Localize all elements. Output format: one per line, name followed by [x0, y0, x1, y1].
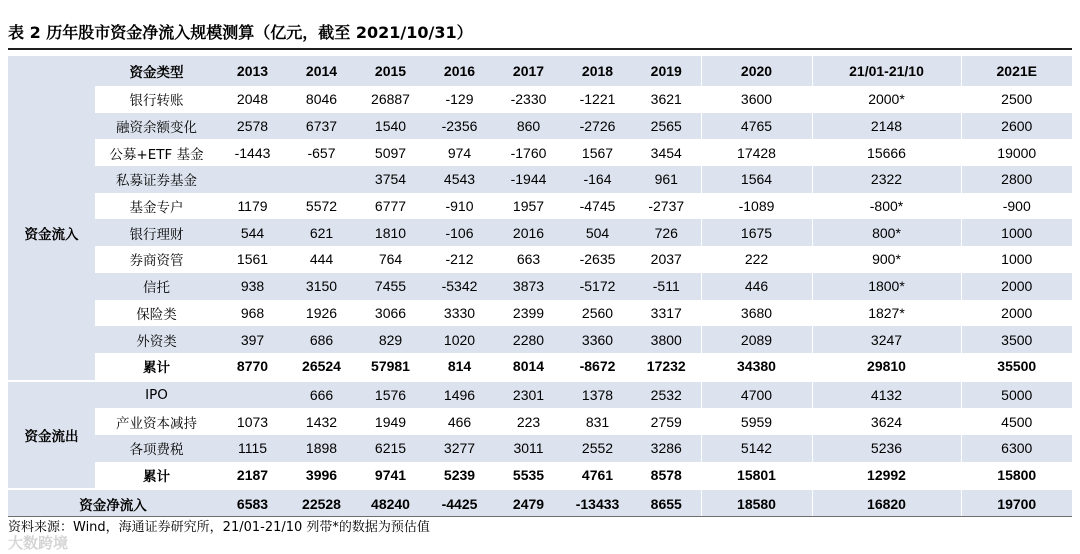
- value-cell: 2800: [961, 166, 1072, 193]
- value-cell: 1496: [425, 381, 494, 409]
- value-cell: 3621: [632, 86, 701, 113]
- group-label: 资金流出: [8, 381, 95, 490]
- value-cell: [287, 166, 356, 193]
- value-cell: -900: [961, 193, 1072, 220]
- row-label: IPO: [95, 381, 218, 409]
- watermark: 大数跨境: [8, 534, 69, 552]
- row-label: 各项费税: [95, 435, 218, 462]
- value-cell: 621: [287, 219, 356, 246]
- title-rule: [8, 48, 1072, 50]
- value-cell: 1827*: [812, 300, 961, 327]
- value-cell: 900*: [812, 246, 961, 273]
- table-row: [8, 219, 1072, 246]
- value-cell: 2280: [494, 326, 563, 353]
- value-cell: 444: [287, 246, 356, 273]
- value-cell: 4761: [563, 462, 632, 490]
- table-row: [8, 113, 1072, 140]
- value-cell: 860: [494, 113, 563, 140]
- value-cell: 397: [218, 326, 287, 353]
- value-cell: -164: [563, 166, 632, 193]
- table-row: [8, 381, 1072, 409]
- value-cell: 1000: [961, 219, 1072, 246]
- table-row: [8, 86, 1072, 113]
- value-cell: 666: [287, 381, 356, 409]
- value-cell: 2600: [961, 113, 1072, 140]
- value-cell: 968: [218, 300, 287, 327]
- value-cell: 3873: [494, 273, 563, 300]
- value-cell: 1567: [563, 139, 632, 166]
- value-cell: 2000: [961, 300, 1072, 327]
- value-cell: -2726: [563, 113, 632, 140]
- header-type-label: 资金类型: [95, 56, 218, 86]
- value-cell: 1179: [218, 193, 287, 220]
- value-cell: 2000: [961, 273, 1072, 300]
- value-cell: 3360: [563, 326, 632, 353]
- row-label: 保险类: [95, 300, 218, 327]
- value-cell: 5000: [961, 381, 1072, 409]
- value-cell: 1115: [218, 435, 287, 462]
- row-label: 累计: [95, 353, 218, 381]
- value-cell: 2565: [632, 113, 701, 140]
- value-cell: 1810: [356, 219, 425, 246]
- value-cell: 3680: [701, 300, 812, 327]
- value-cell: 1564: [701, 166, 812, 193]
- net-inflow-label: 资金净流入: [8, 489, 218, 517]
- net-value-cell: -13433: [563, 489, 632, 517]
- header-year: 2015: [356, 56, 425, 86]
- value-cell: -129: [425, 86, 494, 113]
- value-cell: 57981: [356, 353, 425, 381]
- table-row: [8, 246, 1072, 273]
- header-year: 21/01-21/10: [812, 56, 961, 86]
- value-cell: 814: [425, 353, 494, 381]
- value-cell: 764: [356, 246, 425, 273]
- row-label: 外资类: [95, 326, 218, 353]
- value-cell: 2322: [812, 166, 961, 193]
- value-cell: 6300: [961, 435, 1072, 462]
- value-cell: 2552: [563, 435, 632, 462]
- table-row: [8, 193, 1072, 220]
- value-cell: 686: [287, 326, 356, 353]
- table-row: [8, 139, 1072, 166]
- value-cell: 1926: [287, 300, 356, 327]
- value-cell: 19000: [961, 139, 1072, 166]
- value-cell: 8046: [287, 86, 356, 113]
- value-cell: 223: [494, 408, 563, 435]
- value-cell: 17428: [701, 139, 812, 166]
- value-cell: 8770: [218, 353, 287, 381]
- value-cell: -5342: [425, 273, 494, 300]
- value-cell: -8672: [563, 353, 632, 381]
- header-year: 2018: [563, 56, 632, 86]
- value-cell: 2089: [701, 326, 812, 353]
- value-cell: 3624: [812, 408, 961, 435]
- value-cell: 726: [632, 219, 701, 246]
- value-cell: 2187: [218, 462, 287, 490]
- value-cell: 2037: [632, 246, 701, 273]
- row-label: 公募+ETF 基金: [95, 139, 218, 166]
- value-cell: -212: [425, 246, 494, 273]
- value-cell: 26887: [356, 86, 425, 113]
- net-value-cell: 16820: [812, 489, 961, 517]
- value-cell: 4132: [812, 381, 961, 409]
- value-cell: 3754: [356, 166, 425, 193]
- value-cell: 1540: [356, 113, 425, 140]
- table-row: [8, 408, 1072, 435]
- value-cell: 1957: [494, 193, 563, 220]
- value-cell: 3066: [356, 300, 425, 327]
- table-title: 表 2 历年股市资金净流入规模测算（亿元，截至 2021/10/31）: [8, 23, 473, 42]
- value-cell: -511: [632, 273, 701, 300]
- value-cell: 3330: [425, 300, 494, 327]
- net-value-cell: 6583: [218, 489, 287, 517]
- value-cell: 15666: [812, 139, 961, 166]
- value-cell: 3454: [632, 139, 701, 166]
- net-value-cell: 48240: [356, 489, 425, 517]
- value-cell: 938: [218, 273, 287, 300]
- value-cell: 222: [701, 246, 812, 273]
- value-cell: 2016: [494, 219, 563, 246]
- value-cell: -2635: [563, 246, 632, 273]
- value-cell: 800*: [812, 219, 961, 246]
- value-cell: 1378: [563, 381, 632, 409]
- table-row: [8, 273, 1072, 300]
- value-cell: 6777: [356, 193, 425, 220]
- value-cell: -5172: [563, 273, 632, 300]
- value-cell: [218, 381, 287, 409]
- value-cell: 1675: [701, 219, 812, 246]
- value-cell: 3011: [494, 435, 563, 462]
- net-value-cell: 19700: [961, 489, 1072, 517]
- value-cell: 1561: [218, 246, 287, 273]
- table-bottom-rule: [8, 516, 1072, 517]
- value-cell: 2500: [961, 86, 1072, 113]
- value-cell: 2148: [812, 113, 961, 140]
- value-cell: 1000: [961, 246, 1072, 273]
- value-cell: 3247: [812, 326, 961, 353]
- table-row: [8, 300, 1072, 327]
- value-cell: -1944: [494, 166, 563, 193]
- value-cell: 17232: [632, 353, 701, 381]
- header-year: 2014: [287, 56, 356, 86]
- value-cell: 3317: [632, 300, 701, 327]
- value-cell: 5236: [812, 435, 961, 462]
- net-value-cell: -4425: [425, 489, 494, 517]
- value-cell: 6737: [287, 113, 356, 140]
- header-year: 2021E: [961, 56, 1072, 86]
- row-label: 基金专户: [95, 193, 218, 220]
- value-cell: 7455: [356, 273, 425, 300]
- value-cell: 4765: [701, 113, 812, 140]
- value-cell: 8578: [632, 462, 701, 490]
- value-cell: 544: [218, 219, 287, 246]
- value-cell: 831: [563, 408, 632, 435]
- value-cell: 4500: [961, 408, 1072, 435]
- group-label: 资金流入: [8, 86, 95, 381]
- value-cell: 6215: [356, 435, 425, 462]
- row-label: 券商资管: [95, 246, 218, 273]
- value-cell: 1576: [356, 381, 425, 409]
- value-cell: 504: [563, 219, 632, 246]
- value-cell: -1221: [563, 86, 632, 113]
- row-label: 信托: [95, 273, 218, 300]
- header-row: [8, 56, 1072, 86]
- value-cell: 5239: [425, 462, 494, 490]
- value-cell: 15801: [701, 462, 812, 490]
- total-row: [8, 353, 1072, 381]
- value-cell: 34380: [701, 353, 812, 381]
- table-row: [8, 326, 1072, 353]
- value-cell: 2301: [494, 381, 563, 409]
- value-cell: 3800: [632, 326, 701, 353]
- row-label: 累计: [95, 462, 218, 490]
- row-label: 融资余额变化: [95, 113, 218, 140]
- value-cell: -910: [425, 193, 494, 220]
- value-cell: 446: [701, 273, 812, 300]
- net-value-cell: 18580: [701, 489, 812, 517]
- value-cell: 4543: [425, 166, 494, 193]
- value-cell: 974: [425, 139, 494, 166]
- value-cell: 26524: [287, 353, 356, 381]
- header-year: 2013: [218, 56, 287, 86]
- value-cell: -1760: [494, 139, 563, 166]
- value-cell: 5535: [494, 462, 563, 490]
- value-cell: 2000*: [812, 86, 961, 113]
- value-cell: 466: [425, 408, 494, 435]
- net-inflow-row: [8, 489, 1072, 517]
- value-cell: 5097: [356, 139, 425, 166]
- value-cell: 1073: [218, 408, 287, 435]
- value-cell: 2578: [218, 113, 287, 140]
- value-cell: 4700: [701, 381, 812, 409]
- value-cell: -106: [425, 219, 494, 246]
- header-corner: [8, 56, 95, 86]
- value-cell: 5142: [701, 435, 812, 462]
- value-cell: -2356: [425, 113, 494, 140]
- table-row: [8, 166, 1072, 193]
- row-label: 私募证券基金: [95, 166, 218, 193]
- header-year: 2019: [632, 56, 701, 86]
- value-cell: 2759: [632, 408, 701, 435]
- value-cell: -1443: [218, 139, 287, 166]
- value-cell: 15800: [961, 462, 1072, 490]
- value-cell: 3996: [287, 462, 356, 490]
- value-cell: 29810: [812, 353, 961, 381]
- value-cell: 5959: [701, 408, 812, 435]
- value-cell: -1089: [701, 193, 812, 220]
- value-cell: 2560: [563, 300, 632, 327]
- table-row: [8, 435, 1072, 462]
- value-cell: 8014: [494, 353, 563, 381]
- capital-flow-table: [8, 56, 1072, 517]
- row-label: 产业资本减持: [95, 408, 218, 435]
- value-cell: 3150: [287, 273, 356, 300]
- value-cell: -2330: [494, 86, 563, 113]
- value-cell: 829: [356, 326, 425, 353]
- value-cell: -657: [287, 139, 356, 166]
- value-cell: 663: [494, 246, 563, 273]
- value-cell: 2048: [218, 86, 287, 113]
- value-cell: 12992: [812, 462, 961, 490]
- header-year: 2020: [701, 56, 812, 86]
- value-cell: 1949: [356, 408, 425, 435]
- value-cell: 1020: [425, 326, 494, 353]
- value-cell: -2737: [632, 193, 701, 220]
- net-value-cell: 8655: [632, 489, 701, 517]
- value-cell: 1432: [287, 408, 356, 435]
- value-cell: 35500: [961, 353, 1072, 381]
- row-label: 银行转账: [95, 86, 218, 113]
- row-label: 银行理财: [95, 219, 218, 246]
- total-row: [8, 462, 1072, 490]
- net-value-cell: 2479: [494, 489, 563, 517]
- value-cell: 3286: [632, 435, 701, 462]
- value-cell: 9741: [356, 462, 425, 490]
- header-year: 2017: [494, 56, 563, 86]
- value-cell: 3600: [701, 86, 812, 113]
- value-cell: 961: [632, 166, 701, 193]
- source-footnote: 资料来源：Wind，海通证券研究所，21/01-21/10 列带*的数据为预估值: [8, 520, 430, 535]
- value-cell: 3500: [961, 326, 1072, 353]
- value-cell: 2532: [632, 381, 701, 409]
- value-cell: 5572: [287, 193, 356, 220]
- value-cell: -800*: [812, 193, 961, 220]
- value-cell: -4745: [563, 193, 632, 220]
- value-cell: 2399: [494, 300, 563, 327]
- value-cell: [218, 166, 287, 193]
- value-cell: 3277: [425, 435, 494, 462]
- net-value-cell: 22528: [287, 489, 356, 517]
- value-cell: 1898: [287, 435, 356, 462]
- header-year: 2016: [425, 56, 494, 86]
- value-cell: 1800*: [812, 273, 961, 300]
